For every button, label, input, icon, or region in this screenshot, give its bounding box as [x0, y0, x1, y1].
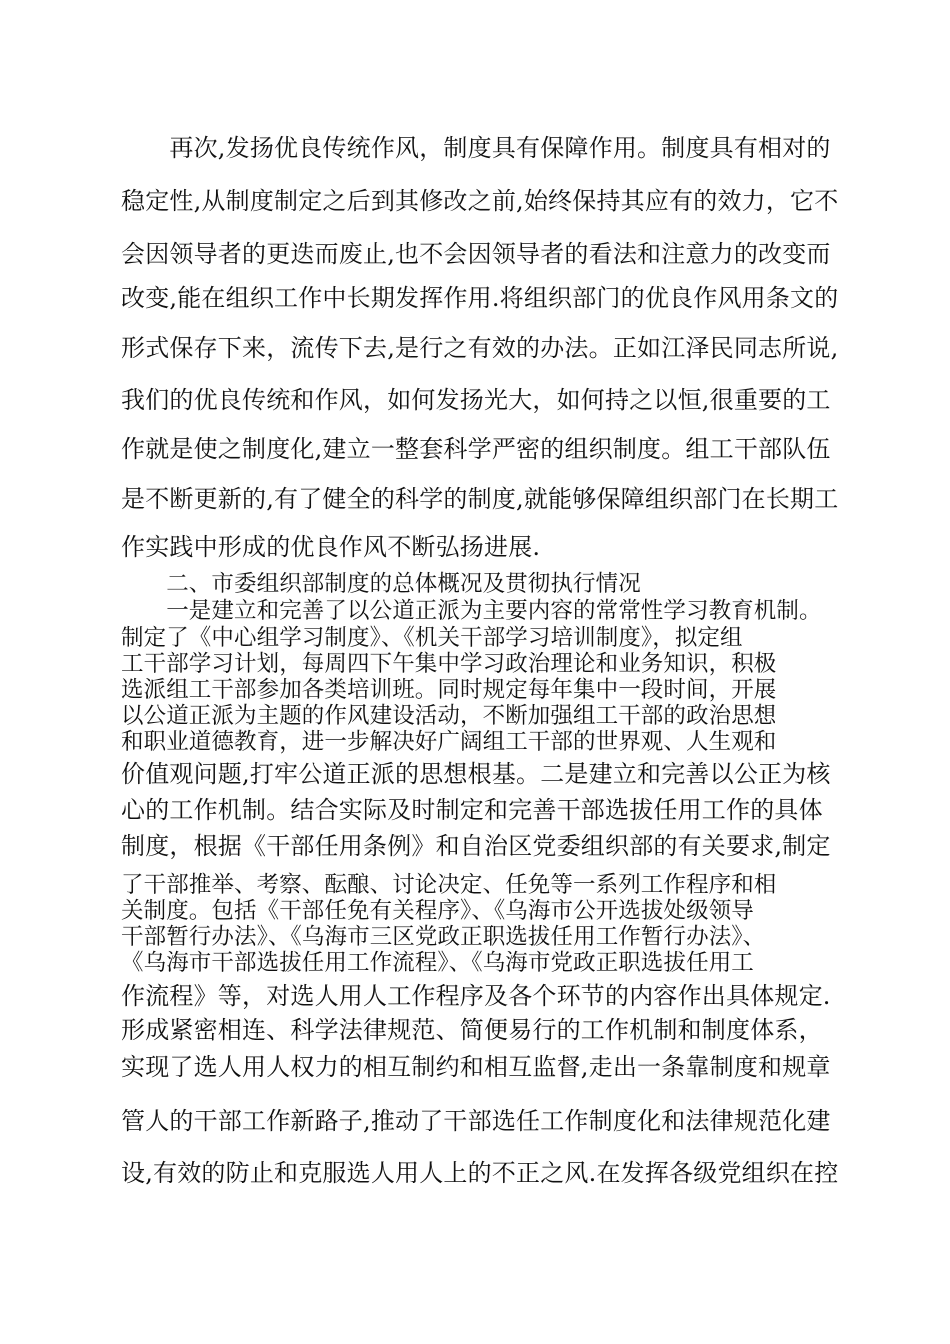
paragraph-line: 再次,发扬优良传统作风，制度具有保障作用。制度具有相对的 — [121, 134, 831, 162]
paragraph-line: 作就是使之制度化,建立一整套科学严密的组织制度。组工干部队伍 — [121, 435, 831, 463]
paragraph-line: 管人的干部工作新路子,推动了干部选任工作制度化和法律规范化建 — [121, 1107, 831, 1135]
paragraph-line: 实现了选人用人权力的相互制约和相互监督,走出一条靠制度和规章 — [121, 1053, 831, 1081]
paragraph-line: 关制度。包括《干部任免有关程序》、《乌海市公开选拔处级领导 — [121, 898, 754, 924]
paragraph-line: 了干部推举、考察、酝酿、讨论决定、任免等一系列工作程序和相 — [121, 872, 777, 898]
paragraph-line: 形式保存下来，流传下去,是行之有效的办法。正如江泽民同志所说, — [121, 334, 839, 362]
paragraph-line: 工干部学习计划，每周四下午集中学习政治理论和业务知识，积极 — [121, 651, 777, 677]
paragraph-line: 我们的优良传统和作风，如何发扬光大，如何持之以恒,很重要的工 — [121, 386, 831, 414]
paragraph-line: 选派组工干部参加各类培训班。同时规定每年集中一段时间，开展 — [121, 677, 777, 703]
paragraph-line: 《乌海市干部选拔任用工作流程》、《乌海市党政正职选拔任用工 — [121, 950, 754, 976]
paragraph-line: 价值观问题,打牢公道正派的思想根基。二是建立和完善以公正为核 — [121, 760, 831, 788]
paragraph-line: 作实践中形成的优良作风不断弘扬进展. — [121, 533, 541, 561]
paragraph-line: 设,有效的防止和克服选人用人上的不正之风.在发挥各级党组织在控 — [121, 1159, 839, 1187]
paragraph-line: 以公道正派为主题的作风建设活动，不断加强组工干部的政治思想 — [121, 703, 777, 729]
paragraph-line: 和职业道德教育，进一步解决好广阔组工干部的世界观、人生观和 — [121, 729, 777, 755]
section-heading: 二、市委组织部制度的总体概况及贯彻执行情况 — [121, 571, 641, 597]
paragraph-line: 一是建立和完善了以公道正派为主要内容的常常性学习教育机制。 — [121, 598, 822, 624]
paragraph-line: 作流程》等，对选人用人工作程序及各个环节的内容作出具体规定. — [121, 982, 831, 1010]
paragraph-line: 心的工作机制。结合实际及时制定和完善干部选拔任用工作的具体 — [121, 796, 823, 824]
paragraph-line: 制度，根据《干部任用条例》和自治区党委组织部的有关要求,制定 — [121, 832, 831, 860]
paragraph-line: 是不断更新的,有了健全的科学的制度,就能够保障组织部门在长期工 — [121, 485, 839, 513]
paragraph-line: 会因领导者的更迭而废止,也不会因领导者的看法和注意力的改变而 — [121, 240, 831, 268]
paragraph-line: 干部暂行办法》、《乌海市三区党政正职选拔任用工作暂行办法》、 — [121, 924, 766, 950]
paragraph-line: 制定了《中心组学习制度》、《机关干部学习培训制度》，拟定组 — [121, 625, 743, 651]
paragraph-line: 形成紧密相连、科学法律规范、简便易行的工作机制和制度体系， — [121, 1016, 823, 1044]
paragraph-line: 稳定性,从制度制定之后到其修改之前,始终保持其应有的效力，它不 — [121, 187, 839, 215]
paragraph-line: 改变,能在组织工作中长期发挥作用.将组织部门的优良作风用条文的 — [121, 284, 839, 312]
